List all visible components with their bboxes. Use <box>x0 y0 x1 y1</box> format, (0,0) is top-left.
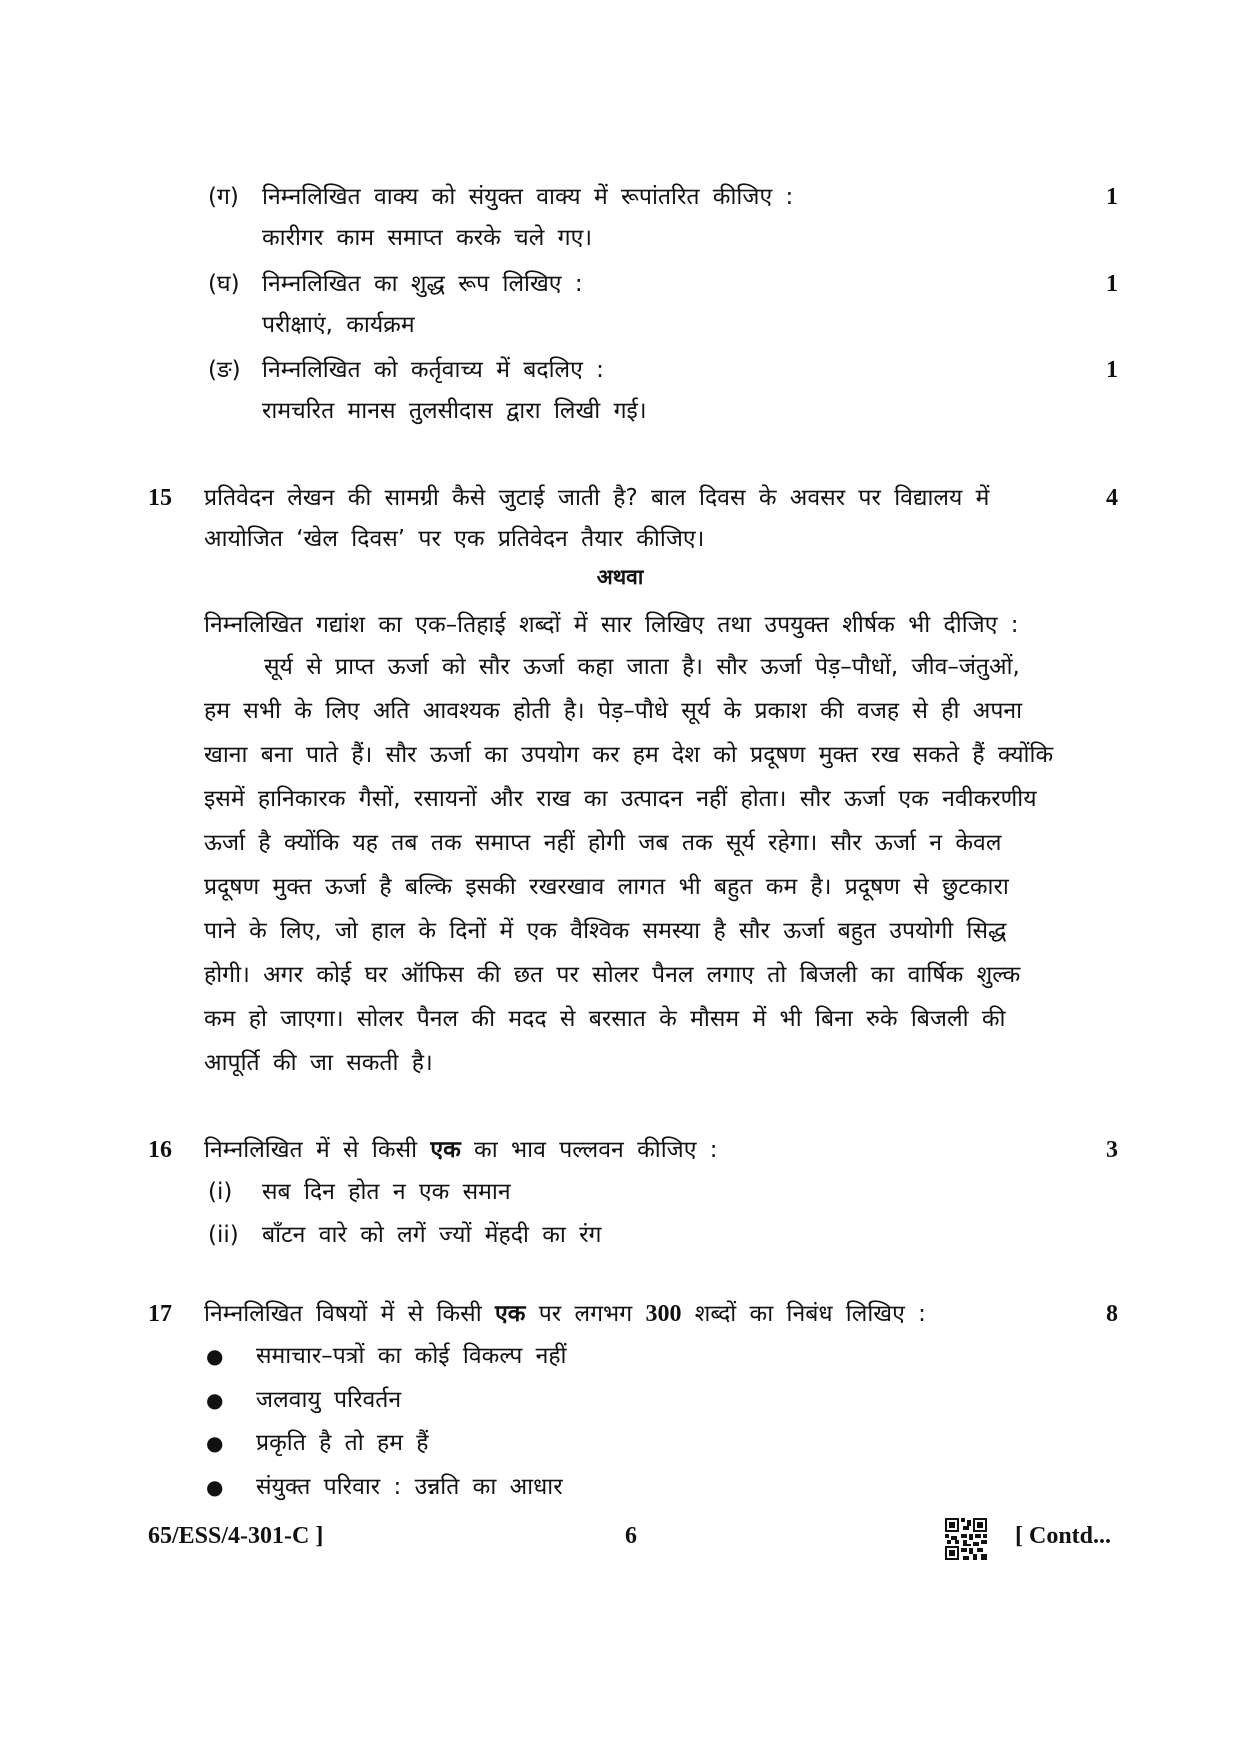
q17 <box>0 1292 1240 1336</box>
passage-text: इसमें हानिकारक गैसों, रसायनों और राख का उत्पादन नहीं होता। सौर ऊर्जा एक नवीकरणीय <box>204 786 1037 812</box>
q14-part-g-sentence <box>0 216 1240 260</box>
passage-line <box>0 689 1240 733</box>
passage-text: होगी। अगर कोई घर ऑफिस की छत पर सोलर पैनल लगाए तो बिजली का वार्षिक शुल्क <box>204 962 1021 988</box>
or-heading: अथवा <box>596 565 644 589</box>
bullet-icon: ● <box>206 1344 224 1368</box>
passage-text: कम हो जाएगा। सोलर पैनल की मदद से बरसात के मौसम में भी बिना रुके बिजली की <box>204 1006 1006 1032</box>
q14-part-ng-sentence <box>0 389 1240 433</box>
q16-option-i <box>0 1170 1240 1214</box>
q17-topic <box>0 1421 1240 1465</box>
q15-line-1 <box>0 476 1240 520</box>
page-number: 6 <box>625 1523 637 1549</box>
emphasis-number: 300 <box>645 1301 682 1327</box>
question-text: प्रतिवेदन लेखन की सामग्री कैसे जुटाई जाती है? बाल दिवस के अवसर पर विद्यालय में <box>204 485 990 511</box>
part-sentence: परीक्षाएं, कार्यक्रम <box>262 312 415 338</box>
q15-or <box>0 557 1240 597</box>
text-segment: का भाव पल्लवन कीजिए : <box>474 1137 718 1163</box>
passage-line <box>0 733 1240 777</box>
passage-text: पाने के लिए, जो हाल के दिनों में एक वैश्विक समस्या है सौर ऊर्जा बहुत उपयोगी सिद्ध <box>204 918 1007 944</box>
question-marks: 3 <box>1106 1137 1118 1163</box>
part-sentence: रामचरित मानस तुलसीदास द्वारा लिखी गई। <box>262 398 647 424</box>
text-segment: पर लगभग <box>538 1301 633 1327</box>
passage-line <box>0 1041 1240 1085</box>
question-text <box>204 1128 718 1172</box>
passage-text: आपूर्ति की जा सकती है। <box>204 1050 433 1076</box>
paper-code: 65/ESS/4-301-C ] <box>148 1523 324 1549</box>
passage-text: खाना बना पाते हैं। सौर ऊर्जा का उपयोग कर हम देश को प्रदूषण मुक्त रख सकते हैं क्योंकि <box>204 742 1054 768</box>
option-text: बाँटन वारे को लगें ज्यों मेंहदी का रंग <box>262 1222 602 1248</box>
q14-part-gh-sentence <box>0 303 1240 347</box>
part-question: निम्नलिखित को कर्तृवाच्य में बदलिए : <box>262 357 604 383</box>
part-sentence: कारीगर काम समाप्त करके चले गए। <box>262 225 593 251</box>
passage-text: प्रदूषण मुक्त ऊर्जा है बल्कि इसकी रखरखाव लागत भी बहुत कम है। प्रदूषण से छुटकारा <box>204 874 1009 900</box>
emphasis-text: एक <box>495 1301 526 1327</box>
passage-text: हम सभी के लिए अति आवश्यक होती है। पेड़–पौधे सूर्य के प्रकाश की वजह से ही अपना <box>204 698 1023 724</box>
q16 <box>0 1128 1240 1172</box>
q17-topic <box>0 1465 1240 1509</box>
q15-instruction <box>0 603 1240 647</box>
passage-line <box>0 645 1240 689</box>
text-segment: निम्नलिखित विषयों में से किसी <box>204 1301 482 1327</box>
question-marks: 8 <box>1106 1301 1118 1327</box>
passage-line <box>0 953 1240 997</box>
q15-line-2 <box>0 517 1240 561</box>
q14-part-g <box>0 175 1240 219</box>
passage-line <box>0 777 1240 821</box>
part-label: (ग) <box>208 184 239 210</box>
part-question: निम्नलिखित वाक्य को संयुक्त वाक्य में रूपांतरित कीजिए : <box>262 184 794 210</box>
bullet-icon: ● <box>206 1388 224 1412</box>
part-marks: 1 <box>1106 357 1118 383</box>
question-number: 17 <box>148 1301 172 1327</box>
text-segment: निम्नलिखित में से किसी <box>204 1137 418 1163</box>
q16-option-ii <box>0 1213 1240 1257</box>
emphasis-text: एक <box>430 1137 461 1163</box>
topic-text: संयुक्त परिवार : उन्नति का आधार <box>256 1474 563 1500</box>
passage-line <box>0 865 1240 909</box>
topic-text: समाचार–पत्रों का कोई विकल्प नहीं <box>256 1343 567 1369</box>
q17-topic <box>0 1334 1240 1378</box>
question-marks: 4 <box>1106 485 1118 511</box>
part-marks: 1 <box>1106 184 1118 210</box>
question-number: 16 <box>148 1137 172 1163</box>
q14-part-ng <box>0 348 1240 392</box>
option-label: (i) <box>208 1179 233 1205</box>
passage-text: सूर्य से प्राप्त ऊर्जा को सौर ऊर्जा कहा जाता है। सौर ऊर्जा पेड़–पौधों, जीव–जंतुओं, <box>264 654 1020 680</box>
text-segment: शब्दों का निबंध लिखिए : <box>694 1301 926 1327</box>
question-number: 15 <box>148 485 172 511</box>
part-marks: 1 <box>1106 271 1118 297</box>
continued-label: [ Contd... <box>1015 1523 1112 1549</box>
passage-line <box>0 909 1240 953</box>
passage-line <box>0 997 1240 1041</box>
topic-text: प्रकृति है तो हम हैं <box>256 1430 429 1456</box>
q14-part-gh <box>0 262 1240 306</box>
qr-code-icon <box>945 1518 987 1560</box>
topic-text: जलवायु परिवर्तन <box>256 1387 402 1413</box>
question-text <box>204 1292 926 1336</box>
passage-line <box>0 821 1240 865</box>
q17-topic <box>0 1378 1240 1422</box>
question-text: आयोजित ‘खेल दिवस’ पर एक प्रतिवेदन तैयार कीजिए। <box>204 526 705 552</box>
part-question: निम्नलिखित का शुद्ध रूप लिखिए : <box>262 271 583 297</box>
bullet-icon: ● <box>206 1475 224 1499</box>
option-label: (ii) <box>208 1222 239 1248</box>
bullet-icon: ● <box>206 1431 224 1455</box>
instruction-text: निम्नलिखित गद्यांश का एक–तिहाई शब्दों में सार लिखिए तथा उपयुक्त शीर्षक भी दीजिए : <box>204 612 1019 638</box>
option-text: सब दिन होत न एक समान <box>262 1179 511 1205</box>
passage-text: ऊर्जा है क्योंकि यह तब तक समाप्त नहीं होगी जब तक सूर्य रहेगा। सौर ऊर्जा न केवल <box>204 830 1002 856</box>
part-label: (घ) <box>208 271 240 297</box>
part-label: (ङ) <box>208 357 241 383</box>
